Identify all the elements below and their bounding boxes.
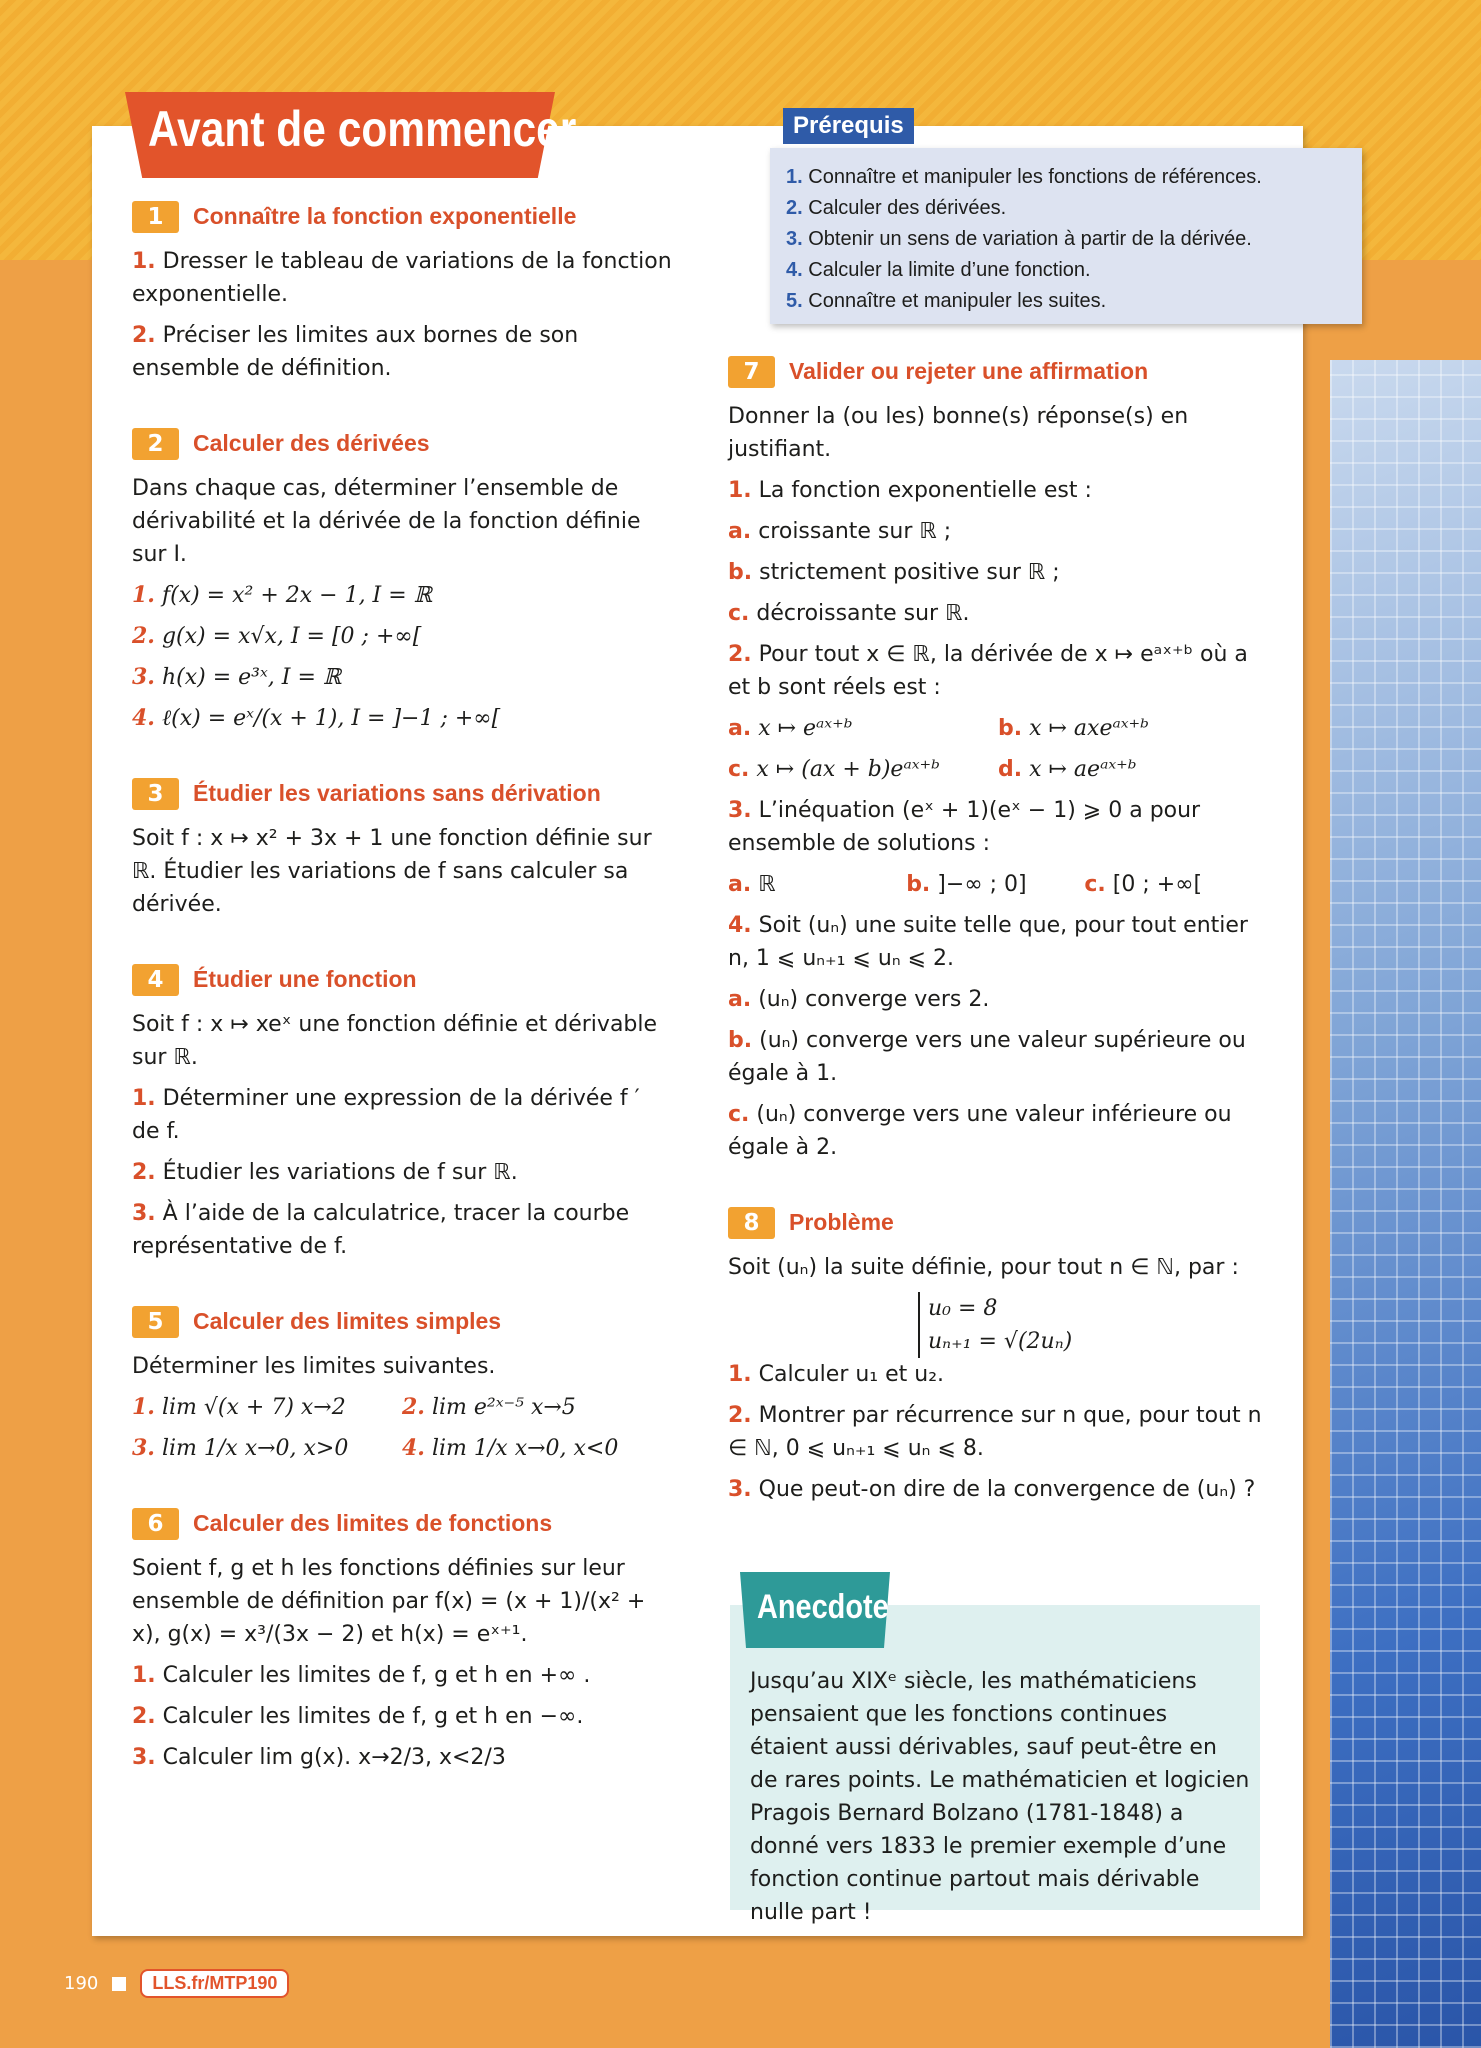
answer-option: b. (uₙ) converge vers une valeur supérieure ou égale à 1.	[728, 1028, 1246, 1086]
section-intro: Déterminer les limites suivantes.	[132, 1354, 496, 1379]
anecdote-text: Jusqu’au XIXᵉ siècle, les mathématiciens pensaient que les fonctions continues étaient aussi dérivables, sauf peut-être en de rares points. Le mathématicien et logicien Pragois Bernard Bolzano (1781-1848) a donné vers 1833 le premier exemple d’une fonction continue partout mais dérivable nulle part !	[750, 1669, 1250, 1925]
left-column	[132, 200, 672, 1782]
system-line: uₙ₊₁ = √(2uₙ)	[928, 1329, 1073, 1354]
limit-item: 4. lim 1/x x→0, x<0	[402, 1435, 619, 1461]
section-intro: Dans chaque cas, déterminer l’ensemble de dérivabilité et la dérivée de la fonction définie sur I.	[132, 476, 641, 567]
formula-item: 1. f(x) = x² + 2x − 1, I = ℝ	[132, 582, 432, 608]
question: 1. Calculer u₁ et u₂.	[728, 1362, 945, 1387]
section-7-header	[728, 355, 1268, 388]
sequence-system	[918, 1292, 1268, 1358]
limit-item: 3. lim 1/x x→0, x>0	[132, 1435, 349, 1461]
section-title: Connaître la fonction exponentielle	[193, 203, 577, 229]
section-title: Étudier une fonction	[193, 966, 417, 992]
section-number: 2	[132, 428, 179, 460]
section-6-header	[132, 1507, 672, 1540]
section-3-header	[132, 777, 672, 810]
section-number: 7	[728, 356, 775, 388]
limits-grid	[132, 1432, 672, 1473]
system-line: u₀ = 8	[928, 1296, 998, 1321]
question: 1. Déterminer une expression de la dérivée f ′ de f.	[132, 1086, 640, 1144]
formula-item: 4. ℓ(x) = eˣ/(x + 1), I = ]−1 ; +∞[	[132, 705, 501, 731]
anecdote-title: Anecdote	[757, 1588, 889, 1626]
question: 3. L’inéquation (eˣ + 1)(eˣ − 1) ⩾ 0 a pour ensemble de solutions :	[728, 798, 1201, 856]
section-8-header	[728, 1206, 1268, 1239]
limit-item: 2. lim e²ˣ⁻⁵ x→5	[402, 1394, 576, 1420]
prerequis-item: 2. Calculer des dérivées.	[786, 197, 1007, 219]
answer-option: b. ]−∞ ; 0]	[906, 872, 1027, 897]
section-5-header	[132, 1305, 672, 1338]
footer	[64, 1969, 289, 1998]
question: 2. Étudier les variations de f sur ℝ.	[132, 1160, 518, 1185]
answer-option: d. x ↦ aeᵃˣ⁺ᵇ	[998, 757, 1137, 782]
section-intro: Soient f, g et h les fonctions définies sur leur ensemble de définition par f(x) = (x + 1)/(x² + x), g(x) = x³/(3x − 2) et h(x) = eˣ⁺¹.	[132, 1556, 646, 1647]
question: 2. Calculer les limites de f, g et h en −∞.	[132, 1704, 584, 1729]
question: 1. La fonction exponentielle est :	[728, 478, 1092, 503]
question: 4. Soit (uₙ) une suite telle que, pour tout entier n, 1 ⩽ uₙ₊₁ ⩽ uₙ ⩽ 2.	[728, 913, 1248, 971]
section-title: Valider ou rejeter une affirmation	[789, 358, 1149, 384]
answer-option: b. x ↦ axeᵃˣ⁺ᵇ	[998, 716, 1149, 741]
square-icon	[112, 1977, 126, 1991]
answer-option: a. (uₙ) converge vers 2.	[728, 987, 990, 1012]
question: 2. Préciser les limites aux bornes de son ensemble de définition.	[132, 323, 579, 381]
section-title: Calculer des dérivées	[193, 430, 430, 456]
section-1-header	[132, 200, 672, 233]
question: 3. Que peut-on dire de la convergence de (uₙ) ?	[728, 1477, 1256, 1502]
section-intro: Soit f : x ↦ xeˣ une fonction définie et dérivable sur ℝ.	[132, 1012, 658, 1070]
answer-option: b. strictement positive sur ℝ ;	[728, 560, 1060, 585]
section-number: 8	[728, 1207, 775, 1239]
right-column	[728, 355, 1268, 1514]
section-number: 1	[132, 201, 179, 233]
section-number: 6	[132, 1508, 179, 1540]
section-2-header	[132, 427, 672, 460]
question: 1. Calculer les limites de f, g et h en +∞ .	[132, 1663, 591, 1688]
section-title: Calculer des limites simples	[193, 1308, 502, 1334]
prerequis-tag: Prérequis	[783, 108, 914, 144]
answer-option: c. décroissante sur ℝ.	[728, 601, 970, 626]
question: 3. À l’aide de la calculatrice, tracer la courbe représentative de f.	[132, 1201, 630, 1259]
question: 1. Dresser le tableau de variations de la fonction exponentielle.	[132, 249, 672, 307]
section-number: 4	[132, 964, 179, 996]
prerequis-item: 5. Connaître et manipuler les suites.	[786, 290, 1107, 312]
answer-grid	[728, 753, 1268, 794]
formula-item: 2. g(x) = x√x, I = [0 ; +∞[	[132, 623, 422, 649]
answer-option: c. [0 ; +∞[	[1084, 872, 1203, 897]
resource-link[interactable]: LLS.fr/MTP190	[140, 1969, 289, 1998]
section-intro: Donner la (ou les) bonne(s) réponse(s) en justifiant.	[728, 404, 1189, 462]
answer-grid	[728, 712, 1268, 753]
section-title: Calculer des limites de fonctions	[193, 1510, 553, 1536]
limits-grid	[132, 1391, 672, 1432]
section-number: 5	[132, 1306, 179, 1338]
limit-item: 1. lim √(x + 7) x→2	[132, 1394, 346, 1420]
section-number: 3	[132, 778, 179, 810]
formula-item: 3. h(x) = e³ˣ, I = ℝ	[132, 664, 342, 690]
question: 2. Montrer par récurrence sur n que, pour tout n ∈ ℕ, 0 ⩽ uₙ₊₁ ⩽ uₙ ⩽ 8.	[728, 1403, 1262, 1461]
prerequis-item: 1. Connaître et manipuler les fonctions de références.	[786, 166, 1262, 188]
page-title: Avant de commencer	[148, 101, 577, 157]
answer-option: c. (uₙ) converge vers une valeur inférieure ou égale à 2.	[728, 1102, 1232, 1160]
section-intro: Soit (uₙ) la suite définie, pour tout n ∈ ℕ, par :	[728, 1255, 1239, 1280]
answer-option: a. x ↦ eᵃˣ⁺ᵇ	[728, 716, 853, 741]
section-text: Soit f : x ↦ x² + 3x + 1 une fonction définie sur ℝ. Étudier les variations de f sans calculer sa dérivée.	[132, 826, 652, 917]
section-4-header	[132, 963, 672, 996]
answer-option: a. croissante sur ℝ ;	[728, 519, 952, 544]
answer-option: a. ℝ	[728, 872, 776, 897]
background-graph-paper-photo	[1330, 360, 1481, 2048]
section-title: Étudier les variations sans dérivation	[193, 780, 601, 806]
question: 3. Calculer lim g(x). x→2/3, x<2/3	[132, 1745, 506, 1770]
page-number: 190	[64, 1973, 99, 1994]
prerequis-item: 3. Obtenir un sens de variation à partir de la dérivée.	[786, 228, 1252, 250]
prerequis-item: 4. Calculer la limite d’une fonction.	[786, 259, 1091, 281]
question: 2. Pour tout x ∈ ℝ, la dérivée de x ↦ eᵃˣ⁺ᵇ où a et b sont réels est :	[728, 642, 1248, 700]
answer-option: c. x ↦ (ax + b)eᵃˣ⁺ᵇ	[728, 757, 940, 782]
answer-grid	[728, 868, 1268, 909]
section-title: Problème	[789, 1209, 894, 1235]
prerequis-list	[786, 162, 1346, 317]
